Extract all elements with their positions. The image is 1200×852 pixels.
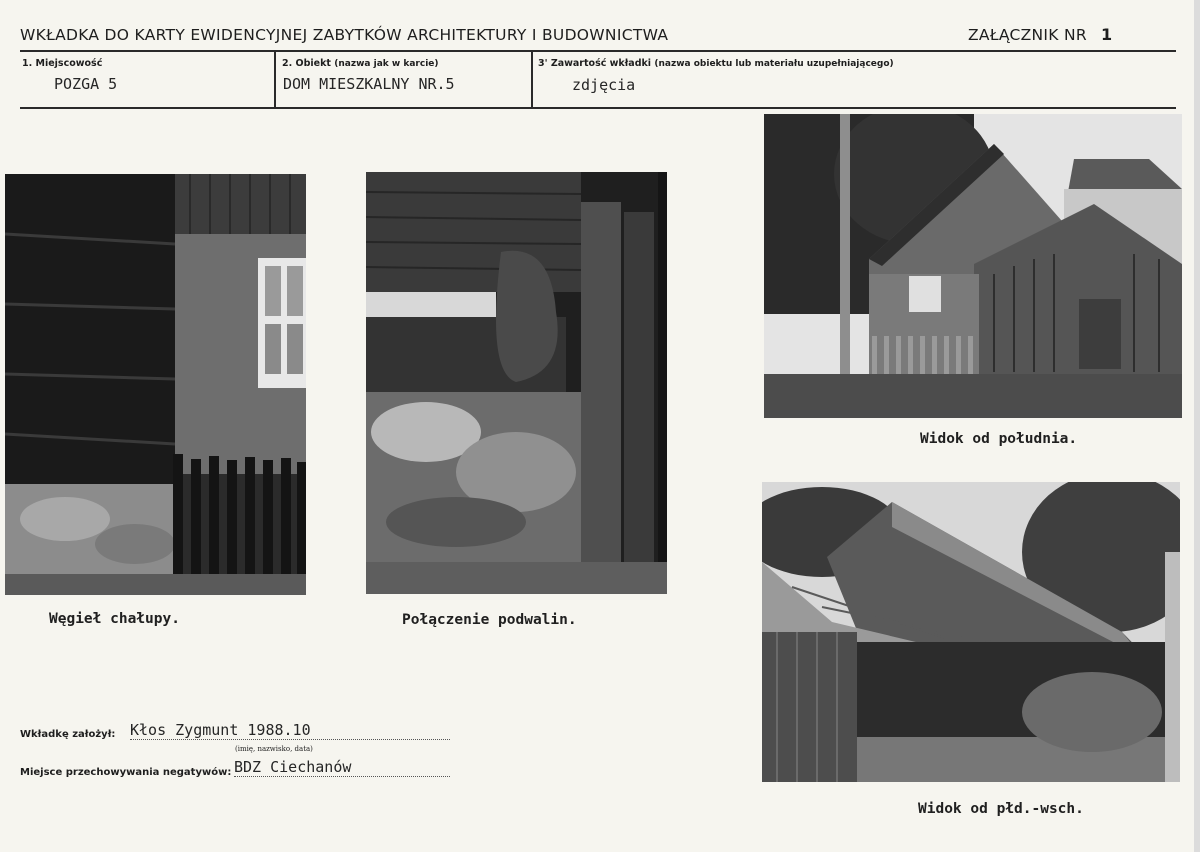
field-divider-1	[274, 52, 276, 107]
object-label	[282, 58, 439, 69]
creator-label: Wkładkę założył:	[20, 729, 116, 740]
locality-label: 1. Miejscowość	[22, 58, 103, 69]
contents-label-main: 3' Zawartość wkładki	[538, 58, 652, 69]
photo-corner	[5, 174, 306, 595]
object-label-main: 2. Obiekt	[282, 58, 331, 69]
photo-sill-joint	[366, 172, 667, 594]
photo-southeast-view	[762, 482, 1180, 782]
photo-south-view	[764, 114, 1182, 418]
negatives-label: Miejsce przechowywania negatywów:	[20, 767, 232, 778]
contents-label-hint: (nazwa obiektu lub materiału uzupełniającego)	[654, 59, 894, 69]
creator-hint: (imię, nazwisko, data)	[235, 745, 313, 753]
caption-southeast-view: Widok od płd.-wsch.	[918, 801, 1084, 817]
caption-south-view: Widok od południa.	[920, 431, 1078, 447]
caption-sill-joint: Połączenie podwalin.	[402, 612, 577, 628]
photo-south-view-image	[764, 114, 1182, 418]
object-value: DOM MIESZKALNY NR.5	[283, 75, 455, 93]
creator-value: Kłos Zygmunt 1988.10	[130, 721, 450, 740]
object-label-hint: (nazwa jak w karcie)	[334, 59, 439, 69]
document-title: WKŁADKA DO KARTY EWIDENCYJNEJ ZABYTKÓW ARCHITEKTURY I BUDOWNICTWA	[20, 26, 669, 44]
photo-sill-joint-image	[366, 172, 667, 594]
annex-number: 1	[1101, 25, 1113, 44]
caption-corner: Węgieł chałupy.	[49, 611, 180, 627]
locality-value: POZGA 5	[54, 75, 118, 93]
contents-label	[538, 58, 894, 69]
header-rule-bottom	[20, 107, 1176, 109]
annex-label: ZAŁĄCZNIK NR	[968, 26, 1087, 44]
negatives-value: BDZ Ciechanów	[234, 758, 450, 777]
field-divider-2	[531, 52, 533, 107]
header-rule-top	[20, 50, 1176, 52]
contents-value: zdjęcia	[572, 76, 636, 94]
photo-corner-image	[5, 174, 306, 595]
photo-southeast-view-image	[762, 482, 1180, 782]
